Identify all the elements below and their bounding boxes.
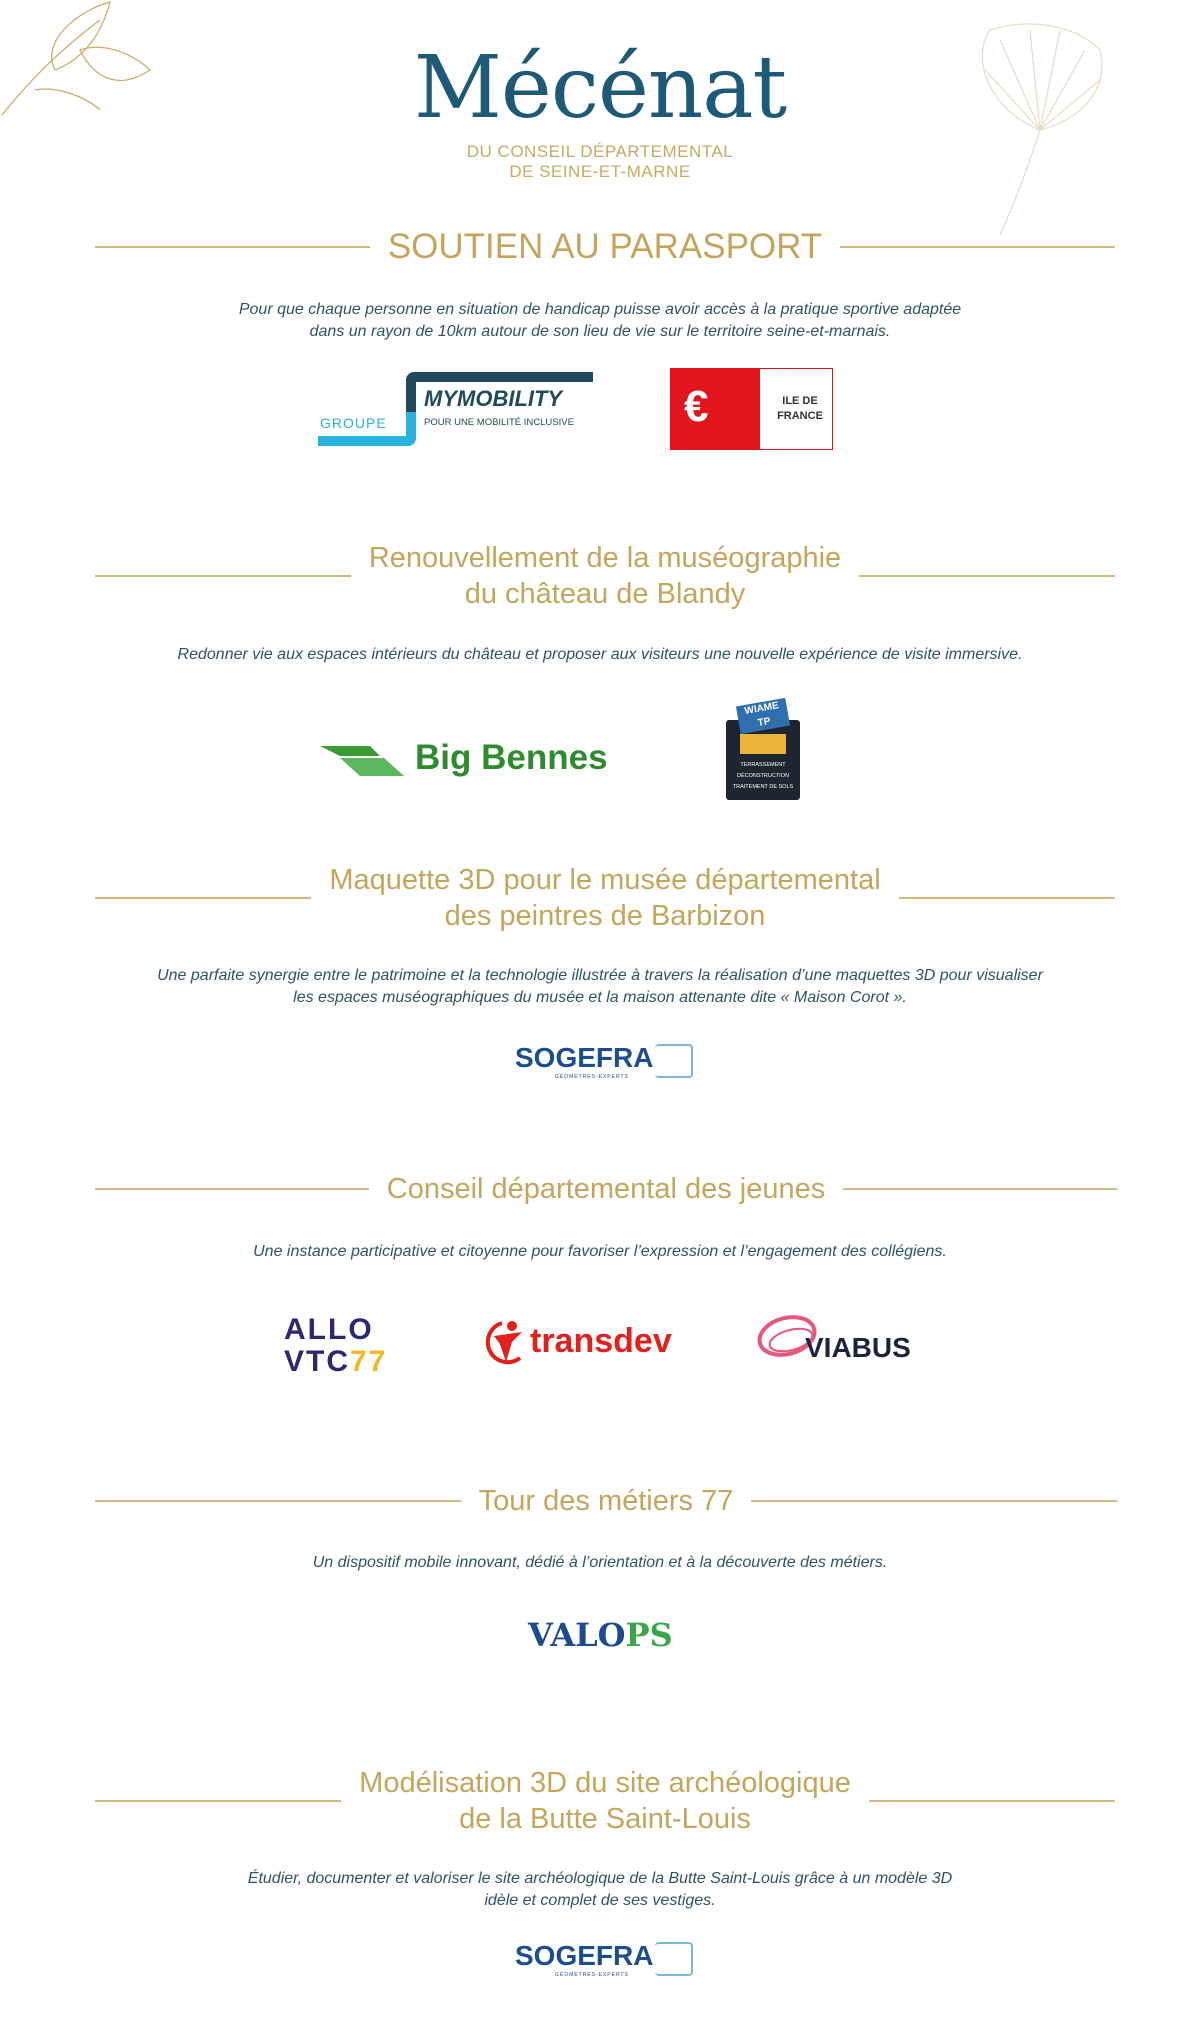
- sogefra-logo: SOGEFRA GÉOMÈTRES-EXPERTS: [515, 1940, 695, 1980]
- section-description: [0, 1552, 1200, 1574]
- section-description: [0, 1241, 1200, 1263]
- valops-logo: VALOPS: [528, 1616, 673, 1654]
- section-title: Renouvellement de la muséographie du château de Blandy: [368, 542, 842, 610]
- description-line: Une instance participative et citoyenne pour favoriser l’expression et l’engagement des collégiens.: [253, 1243, 947, 1260]
- big-bennes-logo: Big Bennes: [320, 738, 620, 784]
- caisse-epargne-logo: € ILE DE FRANCE: [670, 368, 834, 450]
- subtitle-line-1: DU CONSEIL DÉPARTEMENTAL: [466, 142, 734, 161]
- description-line: Une parfaite synergie entre le patrimoine et la technologie illustrée à travers la réalisation d’une maquettes 3D pour visualiser: [157, 967, 1043, 984]
- section-description: [0, 644, 1200, 666]
- divider: [95, 1188, 369, 1190]
- section-title: Conseil départemental des jeunes: [386, 1173, 826, 1205]
- section-description: [0, 299, 1200, 343]
- transdev-logo: transdev: [482, 1318, 702, 1368]
- description-line: Un dispositif mobile innovant, dédié à l’orientation et à la découverte des métiers.: [312, 1554, 888, 1571]
- section-barbizon-heading: [95, 862, 1115, 934]
- divider: [95, 1500, 461, 1502]
- divider: [751, 1500, 1117, 1502]
- divider: [95, 246, 370, 248]
- divider: [899, 897, 1115, 899]
- divider: [95, 1800, 341, 1802]
- section-description: [0, 1868, 1200, 1912]
- page-title: Mécénat: [413, 38, 787, 138]
- section-jeunes-heading: [95, 1171, 1117, 1207]
- allo-vtc77-logo: ALLO VTC77: [284, 1313, 388, 1378]
- section-blandy-heading: [95, 540, 1115, 612]
- mymobility-logo: MYMOBILITY GROUPE POUR UNE MOBILITÉ INCLUSIVE: [318, 370, 593, 446]
- wiame-tp-logo: WIAME TP TERRASSEMENT DÉCONSTRUCTION TRAITEMENT DE SOLS: [726, 700, 800, 800]
- section-title: Tour des métiers 77: [478, 1485, 734, 1517]
- section-title: Maquette 3D pour le musée départemental des peintres de Barbizon: [329, 864, 881, 932]
- divider: [869, 1800, 1115, 1802]
- viabus-logo: VIABUS: [755, 1312, 955, 1368]
- divider: [95, 897, 311, 899]
- section-title: Modélisation 3D du site archéologique de la Butte Saint-Louis: [359, 1767, 851, 1835]
- sogefra-logo: SOGEFRA GÉOMÈTRES-EXPERTS: [515, 1042, 695, 1082]
- divider: [859, 575, 1115, 577]
- description-line: Étudier, documenter et valoriser le site archéologique de la Butte Saint-Louis grâce à un modèle 3D: [247, 1870, 953, 1887]
- divider: [843, 1188, 1117, 1190]
- description-line: Pour que chaque personne en situation de handicap puisse avoir accès à la pratique sportive adaptée: [238, 301, 962, 318]
- description-line: dans un rayon de 10km autour de son lieu de vie sur le territoire seine-et-marnais.: [309, 323, 891, 340]
- divider: [95, 575, 351, 577]
- section-butte-heading: [95, 1765, 1115, 1837]
- section-metiers-heading: [95, 1483, 1117, 1519]
- section-parasport-heading: [95, 229, 1115, 265]
- divider: [840, 246, 1115, 248]
- description-line: idèle et complet de ses vestiges.: [484, 1892, 716, 1909]
- section-title: SOUTIEN AU PARASPORT: [387, 227, 823, 266]
- section-description: [0, 965, 1200, 1009]
- description-line: les espaces muséographiques du musée et la maison attenante dite « Maison Corot ».: [293, 989, 907, 1006]
- subtitle-line-2: DE SEINE-ET-MARNE: [509, 162, 691, 181]
- description-line: Redonner vie aux espaces intérieurs du château et proposer aux visiteurs une nouvelle expérience de visite immersive.: [177, 646, 1023, 663]
